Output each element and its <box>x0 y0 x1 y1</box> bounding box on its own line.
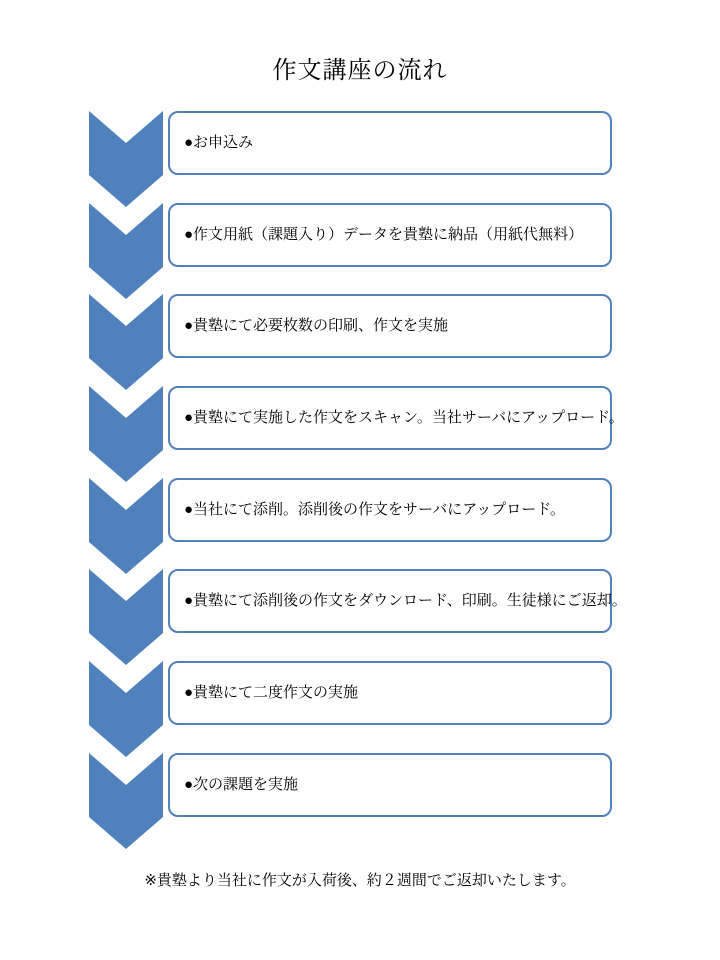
chevron-down-icon <box>89 478 163 574</box>
flow-step-label: ●当社にて添削。添削後の作文をサーバにアップロード。 <box>184 500 565 518</box>
flow-step-label: ●次の課題を実施 <box>184 775 299 793</box>
flow-step-label: ●貴塾にて必要枚数の印刷、作文を実施 <box>184 316 449 334</box>
flow-step-box <box>168 569 627 633</box>
chevron-down-icon <box>89 294 163 390</box>
flow-step-label: ●お申込み <box>184 133 254 151</box>
flow-step-row <box>0 753 720 849</box>
flow-step-box <box>168 478 612 542</box>
flow-step-box <box>168 111 612 175</box>
flow-step-box <box>168 203 612 267</box>
chevron-down-icon <box>89 569 163 665</box>
flow-step-box <box>168 661 612 725</box>
chevron-down-icon <box>89 111 163 207</box>
flow-step-box <box>168 294 612 358</box>
flow-step-label: ●貴塾にて添削後の作文をダウンロード、印刷。生徒様にご返却。 <box>184 591 627 609</box>
flow-step-row <box>0 569 720 665</box>
chevron-down-icon <box>89 753 163 849</box>
flow-step-row <box>0 203 720 299</box>
footnote-text: ※貴塾より当社に作文が入荷後、約２週間でご返却いたします。 <box>144 872 576 889</box>
flow-step-row <box>0 294 720 390</box>
chevron-down-icon <box>89 661 163 757</box>
flow-step-row <box>0 661 720 757</box>
flow-step-label: ●貴塾にて実施した作文をスキャン。当社サーバにアップロード。 <box>184 408 624 426</box>
chevron-down-icon <box>89 203 163 299</box>
chevron-down-icon <box>89 386 163 482</box>
flow-step-row <box>0 386 720 482</box>
page-title: 作文講座の流れ <box>272 57 448 84</box>
flow-step-row <box>0 478 720 574</box>
flow-step-box <box>168 386 624 450</box>
flow-step-box <box>168 753 612 817</box>
flow-step-row <box>0 111 720 207</box>
flow-step-label: ●作文用紙（課題入り）データを貴塾に納品（用紙代無料） <box>184 225 584 243</box>
flow-step-label: ●貴塾にて二度作文の実施 <box>184 683 359 701</box>
